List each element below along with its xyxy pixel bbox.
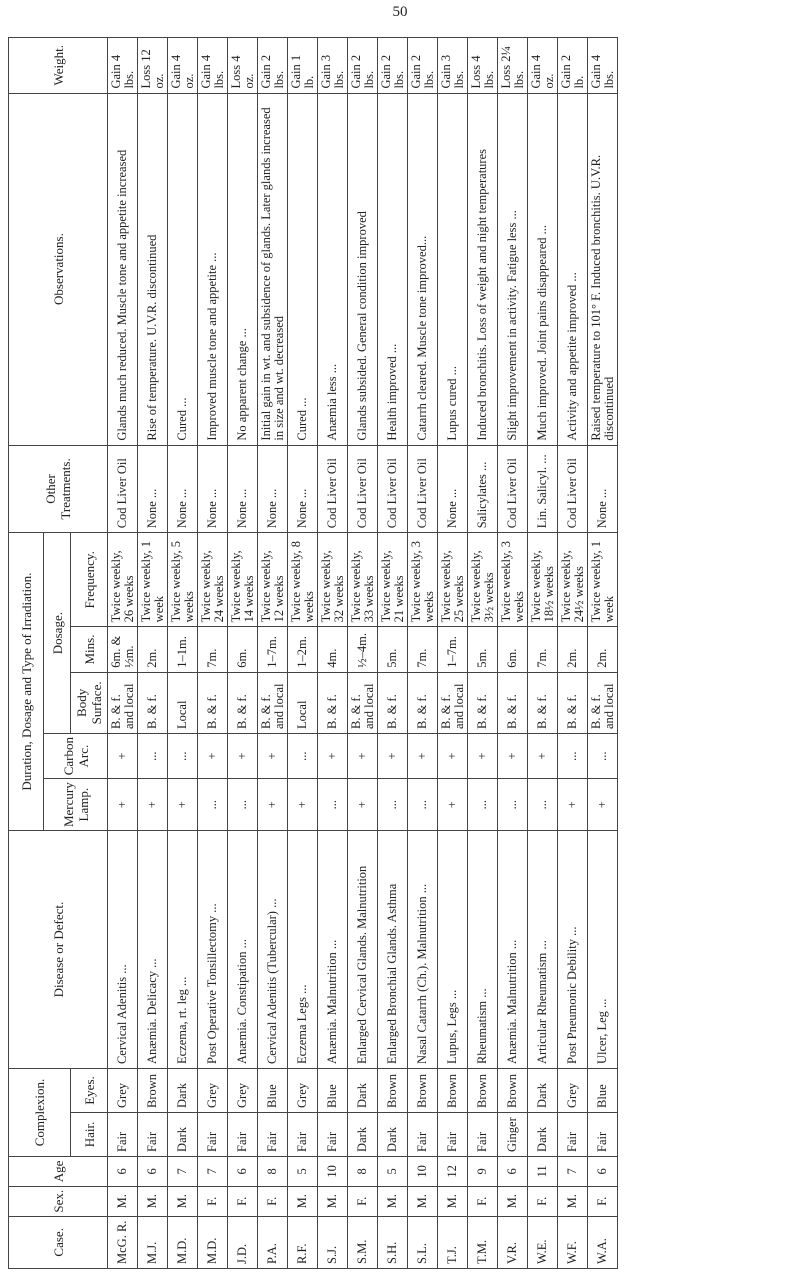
cell-hair: Fair	[558, 1112, 588, 1156]
table-row	[378, 38, 408, 1269]
cell-hair: Fair	[588, 1112, 618, 1156]
table-row	[138, 38, 168, 1269]
cell-weight: Gain 2 lb.	[558, 38, 588, 94]
cell-other-treatment: Cod Liver Oil	[558, 445, 588, 533]
cell-mercury-lamp: ...	[498, 779, 528, 831]
cell-weight: Gain 4 lbs.	[588, 38, 618, 94]
cell-mercury-lamp: ...	[378, 779, 408, 831]
cell-body-surface: B. & f.	[378, 672, 408, 733]
cell-other-treatment: None ...	[138, 445, 168, 533]
cell-observations: No apparent change ...	[228, 93, 258, 445]
cell-sex: M.	[288, 1186, 318, 1216]
cell-mercury-lamp: +	[108, 779, 138, 831]
cell-carbon-arc: +	[408, 734, 438, 779]
cell-other-treatment: None ...	[198, 445, 228, 533]
table-row	[228, 38, 258, 1269]
cell-frequency: Twice weekly, 5 weeks	[168, 533, 198, 627]
cell-hair: Dark	[168, 1112, 198, 1156]
cell-hair: Dark	[378, 1112, 408, 1156]
cell-frequency: Twice weekly, 14 weeks	[228, 533, 258, 627]
cell-other-treatment: None ...	[258, 445, 288, 533]
cell-eyes: Dark	[528, 1069, 558, 1113]
cell-observations: Activity and appetite improved ...	[558, 93, 588, 445]
table-row	[108, 38, 138, 1269]
cell-disease: Nasal Catarrh (Ch.). Malnutrition ...	[408, 831, 438, 1069]
header-hair: Hair.	[71, 1112, 108, 1156]
cell-observations: Lupus cured ...	[438, 93, 468, 445]
cell-weight: Gain 3 lbs.	[438, 38, 468, 94]
cell-mercury-lamp: ...	[468, 779, 498, 831]
cell-frequency: Twice weekly, 18½ weeks	[528, 533, 558, 627]
table-row	[498, 38, 528, 1269]
cell-other-treatment: None ...	[588, 445, 618, 533]
cell-hair: Dark	[348, 1112, 378, 1156]
table-row	[408, 38, 438, 1269]
cell-disease: Ulcer, Leg ...	[588, 831, 618, 1069]
cell-sex: M.	[378, 1186, 408, 1216]
cell-eyes: Blue	[318, 1069, 348, 1113]
cell-mercury-lamp: +	[138, 779, 168, 831]
cell-eyes: Grey	[228, 1069, 258, 1113]
cell-case: McG. R.	[108, 1216, 138, 1268]
cell-carbon-arc: +	[258, 734, 288, 779]
cell-observations: Initial gain in wt. and subsidence of glands. Later glands increased in size and wt. decreased	[258, 93, 288, 445]
cell-frequency: Twice weekly, 26 weeks	[108, 533, 138, 627]
cell-hair: Dark	[528, 1112, 558, 1156]
cell-body-surface: B. & f. and local	[588, 672, 618, 733]
cell-sex: F.	[528, 1186, 558, 1216]
cell-disease: Cervical Adenitis (Tubercular) ...	[258, 831, 288, 1069]
cell-sex: M.	[318, 1186, 348, 1216]
cell-other-treatment: Salicylates ...	[468, 445, 498, 533]
cell-age: 5	[378, 1156, 408, 1186]
cell-case: S.L.	[408, 1216, 438, 1268]
cell-mins: 1–2m.	[288, 627, 318, 672]
cell-body-surface: B. & f.	[138, 672, 168, 733]
cell-carbon-arc: +	[468, 734, 498, 779]
cell-case: R.F.	[288, 1216, 318, 1268]
cell-frequency: Twice weekly, 24½ weeks	[558, 533, 588, 627]
cell-eyes: Dark	[348, 1069, 378, 1113]
cell-hair: Fair	[438, 1112, 468, 1156]
cell-other-treatment: None ...	[168, 445, 198, 533]
cell-mins: 1–7m.	[438, 627, 468, 672]
cell-age: 8	[258, 1156, 288, 1186]
cell-weight: Gain 2 lbs.	[378, 38, 408, 94]
cell-observations: Induced bronchitis. Loss of weight and night temperatures	[468, 93, 498, 445]
cell-observations: Cured ...	[288, 93, 318, 445]
cell-body-surface: B. & f. and local	[258, 672, 288, 733]
cell-mins: 6m.	[498, 627, 528, 672]
cell-age: 6	[588, 1156, 618, 1186]
cell-frequency: Twice weekly, 1 week	[588, 533, 618, 627]
cell-mercury-lamp: ...	[198, 779, 228, 831]
cell-case: M.D.	[198, 1216, 228, 1268]
cell-weight: Loss 4 oz.	[228, 38, 258, 94]
cell-age: 6	[138, 1156, 168, 1186]
cell-eyes: Brown	[408, 1069, 438, 1113]
cell-age: 8	[348, 1156, 378, 1186]
cell-case: J.D.	[228, 1216, 258, 1268]
header-case: Case.	[9, 1216, 108, 1268]
cell-observations: Glands subsided. General condition improved	[348, 93, 378, 445]
cell-frequency: Twice weekly, 3 weeks	[408, 533, 438, 627]
header-eyes: Eyes.	[71, 1069, 108, 1113]
cell-carbon-arc: ...	[558, 734, 588, 779]
cell-observations: Slight improvement in activity. Fatigue less ...	[498, 93, 528, 445]
cell-weight: Gain 2 lbs.	[348, 38, 378, 94]
cell-case: S.H.	[378, 1216, 408, 1268]
cell-mercury-lamp: +	[438, 779, 468, 831]
cell-eyes: Blue	[258, 1069, 288, 1113]
cell-weight: Gain 3 lbs.	[318, 38, 348, 94]
cell-other-treatment: Cod Liver Oil	[408, 445, 438, 533]
table-row	[468, 38, 498, 1269]
cell-eyes: Grey	[288, 1069, 318, 1113]
cell-other-treatment: Cod Liver Oil	[318, 445, 348, 533]
cell-carbon-arc: +	[498, 734, 528, 779]
cell-case: T.J.	[438, 1216, 468, 1268]
cell-disease: Anæmia. Constipation ...	[228, 831, 258, 1069]
cell-mercury-lamp: +	[168, 779, 198, 831]
cell-weight: Loss 12 oz.	[138, 38, 168, 94]
cell-mins: 5m.	[378, 627, 408, 672]
irradiation-cases-table	[8, 37, 618, 1269]
cell-weight: Loss 4 lbs.	[468, 38, 498, 94]
cell-sex: F.	[468, 1186, 498, 1216]
cell-disease: Anæmia. Malnutrition ...	[498, 831, 528, 1069]
cell-mercury-lamp: ...	[408, 779, 438, 831]
cell-body-surface: Local	[168, 672, 198, 733]
cell-mercury-lamp: +	[288, 779, 318, 831]
header-observations: Observations.	[9, 93, 108, 445]
cell-disease: Post Pneumonic Debility ...	[558, 831, 588, 1069]
cell-eyes: Dark	[168, 1069, 198, 1113]
cell-disease: Anæmia. Malnutrition ...	[318, 831, 348, 1069]
cell-carbon-arc: +	[378, 734, 408, 779]
cell-sex: M.	[408, 1186, 438, 1216]
cell-weight: Gain 1 lb.	[288, 38, 318, 94]
table-row	[588, 38, 618, 1269]
cell-age: 10	[318, 1156, 348, 1186]
cell-hair: Fair	[108, 1112, 138, 1156]
table-row	[288, 38, 318, 1269]
rotated-table-wrapper	[0, 30, 800, 1277]
cell-eyes: Grey	[558, 1069, 588, 1113]
cell-sex: M.	[168, 1186, 198, 1216]
cell-mercury-lamp: +	[258, 779, 288, 831]
cell-observations: Glands much reduced. Muscle tone and appetite increased	[108, 93, 138, 445]
table-row	[558, 38, 588, 1269]
cell-carbon-arc: +	[528, 734, 558, 779]
cell-other-treatment: Cod Liver Oil	[498, 445, 528, 533]
table-row	[438, 38, 468, 1269]
cell-hair: Fair	[258, 1112, 288, 1156]
table-stage	[0, 30, 800, 1277]
cell-eyes: Brown	[378, 1069, 408, 1113]
cell-sex: F.	[258, 1186, 288, 1216]
cell-mins: 1–7m.	[258, 627, 288, 672]
table-row	[198, 38, 228, 1269]
cell-mins: ½–4m.	[348, 627, 378, 672]
cell-case: M.D.	[168, 1216, 198, 1268]
cell-disease: Eczema, rt. leg ...	[168, 831, 198, 1069]
cell-observations: Anæmia less ...	[318, 93, 348, 445]
cell-body-surface: Local	[288, 672, 318, 733]
cell-hair: Fair	[228, 1112, 258, 1156]
cell-eyes: Brown	[498, 1069, 528, 1113]
table-row	[348, 38, 378, 1269]
cell-body-surface: B. & f.	[198, 672, 228, 733]
cell-frequency: Twice weekly, 3 weeks	[498, 533, 528, 627]
cell-weight: Loss 2¼ lbs.	[498, 38, 528, 94]
cell-sex: M.	[108, 1186, 138, 1216]
cell-eyes: Brown	[138, 1069, 168, 1113]
cell-disease: Post Operative Tonsillectomy ...	[198, 831, 228, 1069]
cell-body-surface: B. & f.	[558, 672, 588, 733]
header-frequency: Frequency.	[71, 533, 108, 627]
cell-carbon-arc: ...	[168, 734, 198, 779]
table-row	[168, 38, 198, 1269]
cell-age: 6	[498, 1156, 528, 1186]
cell-mercury-lamp: ...	[318, 779, 348, 831]
cell-observations: Improved muscle tone and appetite ...	[198, 93, 228, 445]
cell-observations: Rise of temperature. U.V.R. discontinued	[138, 93, 168, 445]
cell-disease: Rheumatism ...	[468, 831, 498, 1069]
cell-age: 7	[558, 1156, 588, 1186]
cell-hair: Fair	[408, 1112, 438, 1156]
cell-other-treatment: Cod Liver Oil	[378, 445, 408, 533]
cell-case: P.A.	[258, 1216, 288, 1268]
cell-age: 5	[288, 1156, 318, 1186]
header-carbon-arc: Carbon Arc.	[44, 734, 108, 779]
cell-disease: Lupus, Legs ...	[438, 831, 468, 1069]
cell-weight: Gain 4 oz.	[528, 38, 558, 94]
cell-observations: Catarrh cleared. Muscle tone improved...	[408, 93, 438, 445]
cell-other-treatment: None ...	[288, 445, 318, 533]
cell-mercury-lamp: +	[348, 779, 378, 831]
table-row	[318, 38, 348, 1269]
cell-mins: 4m.	[318, 627, 348, 672]
cell-weight: Gain 4 lbs.	[108, 38, 138, 94]
cell-observations: Health improved ...	[378, 93, 408, 445]
cell-carbon-arc: +	[228, 734, 258, 779]
cell-sex: M.	[138, 1186, 168, 1216]
header-dosage: Dosage.	[44, 533, 71, 734]
cell-age: 7	[198, 1156, 228, 1186]
cell-hair: Fair	[468, 1112, 498, 1156]
cell-carbon-arc: ...	[588, 734, 618, 779]
cell-sex: F.	[228, 1186, 258, 1216]
cell-body-surface: B. & f. and local	[108, 672, 138, 733]
cell-body-surface: B. & f. and local	[438, 672, 468, 733]
cell-age: 9	[468, 1156, 498, 1186]
cell-mercury-lamp: ...	[228, 779, 258, 831]
header-complexion: Complexion.	[9, 1069, 71, 1157]
cell-age: 6	[108, 1156, 138, 1186]
cell-frequency: Twice weekly, 21 weeks	[378, 533, 408, 627]
cell-other-treatment: Lin. Salicyl. ...	[528, 445, 558, 533]
cell-age: 7	[168, 1156, 198, 1186]
cell-mins: 5m.	[468, 627, 498, 672]
cell-disease: Anæmia. Delicacy ...	[138, 831, 168, 1069]
cell-mins: 7m.	[198, 627, 228, 672]
cell-case: W.A.	[588, 1216, 618, 1268]
cell-observations: Cured ...	[168, 93, 198, 445]
cell-carbon-arc: +	[198, 734, 228, 779]
cell-hair: Fair	[138, 1112, 168, 1156]
cell-body-surface: B. & f.	[468, 672, 498, 733]
cell-frequency: Twice weekly, 8 weeks	[288, 533, 318, 627]
cell-disease: Cervical Adenitis ...	[108, 831, 138, 1069]
cell-disease: Enlarged Cervical Glands. Malnutrition	[348, 831, 378, 1069]
cell-eyes: Blue	[588, 1069, 618, 1113]
cell-weight: Gain 4 oz.	[168, 38, 198, 94]
cell-age: 12	[438, 1156, 468, 1186]
cell-age: 11	[528, 1156, 558, 1186]
cell-other-treatment: Cod Liver Oil	[348, 445, 378, 533]
cell-other-treatment: None ...	[228, 445, 258, 533]
header-weight: Weight.	[9, 38, 108, 94]
cell-mins: 6m.	[228, 627, 258, 672]
cell-body-surface: B. & f.	[408, 672, 438, 733]
table-row	[258, 38, 288, 1269]
cell-age: 10	[408, 1156, 438, 1186]
cell-case: W.F.	[558, 1216, 588, 1268]
cell-mins: 7m.	[408, 627, 438, 672]
cell-frequency: Twice weekly, 24 weeks	[198, 533, 228, 627]
cell-carbon-arc: +	[348, 734, 378, 779]
cell-body-surface: B. & f. and local	[348, 672, 378, 733]
cell-eyes: Grey	[198, 1069, 228, 1113]
cell-mercury-lamp: +	[558, 779, 588, 831]
cell-case: W.E.	[528, 1216, 558, 1268]
cell-eyes: Brown	[468, 1069, 498, 1113]
cell-hair: Fair	[288, 1112, 318, 1156]
cell-eyes: Brown	[438, 1069, 468, 1113]
cell-mins: 6m. & ½m.	[108, 627, 138, 672]
cell-disease: Articular Rheumatism ...	[528, 831, 558, 1069]
cell-case: T.M.	[468, 1216, 498, 1268]
cell-carbon-arc: +	[318, 734, 348, 779]
cell-observations: Much improved. Joint pains disappeared ...	[528, 93, 558, 445]
cell-hair: Ginger	[498, 1112, 528, 1156]
cell-sex: F.	[348, 1186, 378, 1216]
cell-mins: 2m.	[558, 627, 588, 672]
page-number: 50	[392, 4, 408, 20]
header-mins: Mins.	[71, 627, 108, 672]
cell-carbon-arc: +	[438, 734, 468, 779]
cell-body-surface: B. & f.	[528, 672, 558, 733]
cell-frequency: Twice weekly, 33 weeks	[348, 533, 378, 627]
cell-other-treatment: None ...	[438, 445, 468, 533]
header-mercury-lamp: Mercury Lamp.	[44, 779, 108, 831]
cell-sex: M.	[558, 1186, 588, 1216]
header-sex: Sex.	[9, 1186, 108, 1216]
cell-case: S.J.	[318, 1216, 348, 1268]
cell-carbon-arc: ...	[138, 734, 168, 779]
header-age: Age	[9, 1156, 108, 1186]
cell-sex: F.	[588, 1186, 618, 1216]
cell-frequency: Twice weekly, 25 weeks	[438, 533, 468, 627]
cell-carbon-arc: +	[108, 734, 138, 779]
cell-mins: 2m.	[138, 627, 168, 672]
header-duration: Duration, Dosage and Type of Irradiation.	[9, 533, 44, 831]
cell-other-treatment: Cod Liver Oil	[108, 445, 138, 533]
cell-frequency: Twice weekly, 12 weeks	[258, 533, 288, 627]
cell-body-surface: B. & f.	[498, 672, 528, 733]
cell-body-surface: B. & f.	[318, 672, 348, 733]
cell-hair: Fair	[318, 1112, 348, 1156]
cell-weight: Gain 2 lbs.	[408, 38, 438, 94]
header-body-surface: Body Surface.	[71, 672, 108, 733]
cell-sex: F.	[198, 1186, 228, 1216]
cell-age: 6	[228, 1156, 258, 1186]
cell-disease: Eczema Legs ...	[288, 831, 318, 1069]
table-body	[108, 38, 618, 1269]
cell-carbon-arc: ...	[288, 734, 318, 779]
cell-mins: 2m.	[588, 627, 618, 672]
cell-weight: Gain 2 lbs.	[258, 38, 288, 94]
cell-mercury-lamp: ...	[528, 779, 558, 831]
cell-hair: Fair	[198, 1112, 228, 1156]
cell-frequency: Twice weekly, 32 weeks	[318, 533, 348, 627]
cell-sex: M.	[438, 1186, 468, 1216]
cell-mins: 7m.	[528, 627, 558, 672]
cell-body-surface: B. & f.	[228, 672, 258, 733]
cell-frequency: Twice weekly, 1 week	[138, 533, 168, 627]
cell-case: S.M.	[348, 1216, 378, 1268]
cell-frequency: Twice weekly, 3½ weeks	[468, 533, 498, 627]
header-disease: Disease or Defect.	[9, 831, 108, 1069]
cell-weight: Gain 4 lbs.	[198, 38, 228, 94]
cell-mins: 1–1m.	[168, 627, 198, 672]
cell-observations: Raised temperature to 101° F. Induced bronchitis. U.V.R. discontinued	[588, 93, 618, 445]
cell-sex: M.	[498, 1186, 528, 1216]
cell-case: M.J.	[138, 1216, 168, 1268]
cell-eyes: Grey	[108, 1069, 138, 1113]
cell-case: V.R.	[498, 1216, 528, 1268]
cell-mercury-lamp: +	[588, 779, 618, 831]
cell-disease: Enlarged Bronchial Glands. Asthma	[378, 831, 408, 1069]
header-other-treatments: Other Treatments.	[9, 445, 108, 533]
table-row	[528, 38, 558, 1269]
